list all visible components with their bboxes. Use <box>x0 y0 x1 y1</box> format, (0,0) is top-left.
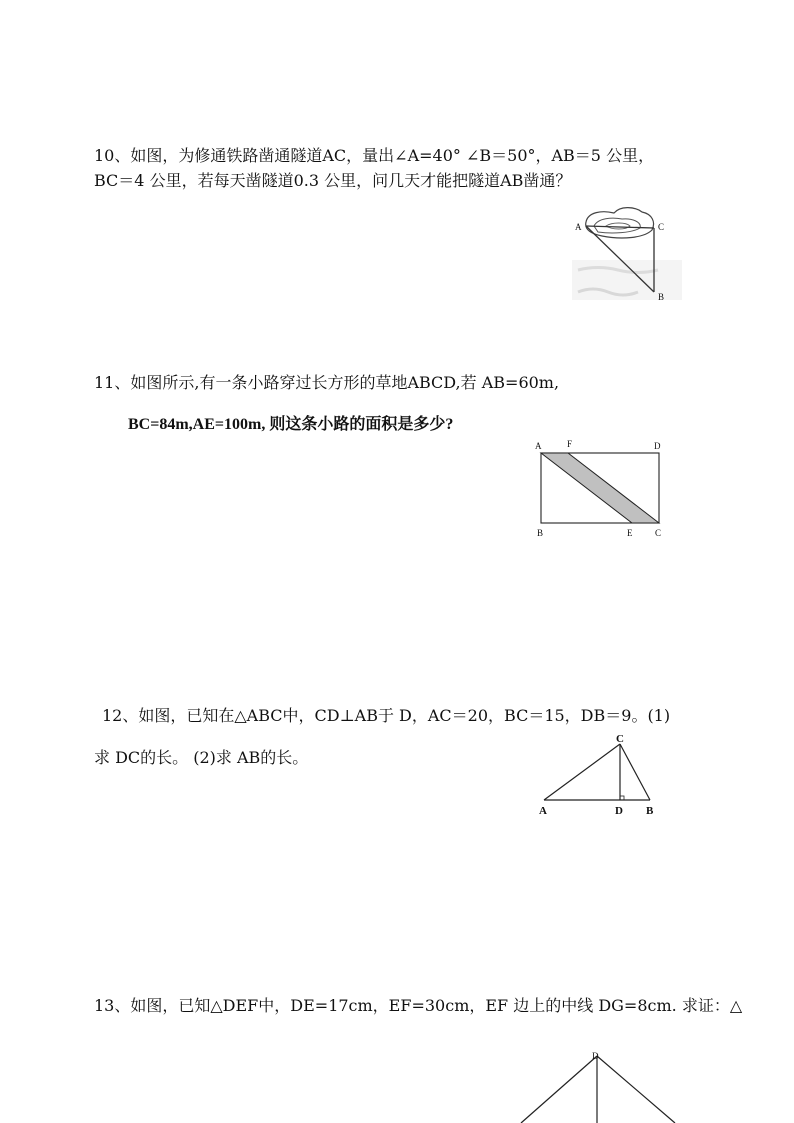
q11-line1-text: 11、如图所示,有一条小路穿过长方形的草地ABCD,若 AB=60m, <box>94 373 560 392</box>
q11-label-c: C <box>655 528 662 538</box>
q12-label-b: B <box>646 805 654 817</box>
q10-label-b: B <box>658 292 665 302</box>
q11-line2: BC=84m,AE=100m, 则这条小路的面积是多少? <box>128 416 454 433</box>
q13-triangle-figure <box>515 1048 685 1123</box>
q11-label-b: B <box>537 528 544 538</box>
q11-label-f: F <box>567 439 573 449</box>
q11-label-d: D <box>654 441 661 451</box>
q10-label-a: A <box>575 222 582 232</box>
q12-label-d: D <box>615 805 623 817</box>
q10-line2: BC＝4 公里，若每天凿隧道0.3 公里，问几天才能把隧道AB凿通？ <box>94 171 572 190</box>
q12-line2: 求 DC的长。 (2)求 AB的长。 <box>94 748 309 767</box>
q13-line1: 13、如图，已知△DEF中，DE=17cm，EF=30cm，EF 边上的中线 DG=8cm. 求证：△ <box>94 996 743 1015</box>
q12-line1: 12、如图，已知在△ABC中，CD⊥AB于 D，AC＝20，BC＝15，DB＝9。(1) <box>102 706 671 725</box>
q11-label-a: A <box>535 441 542 451</box>
q10-label-c: C <box>658 222 665 232</box>
q11-rectangle-figure <box>532 438 668 538</box>
q10-tunnel-figure <box>572 200 682 304</box>
q10-line1: 10、如图，为修通铁路凿通隧道AC，量出∠A=40° ∠B＝50°，AB＝5 公里， <box>94 146 655 165</box>
q12-label-a: A <box>539 805 547 817</box>
q12-label-c: C <box>616 733 624 745</box>
q12-triangle-figure <box>536 730 666 820</box>
q11-label-e: E <box>627 528 633 538</box>
q11-line1 <box>94 372 559 394</box>
q13-label-d: D <box>592 1051 599 1061</box>
